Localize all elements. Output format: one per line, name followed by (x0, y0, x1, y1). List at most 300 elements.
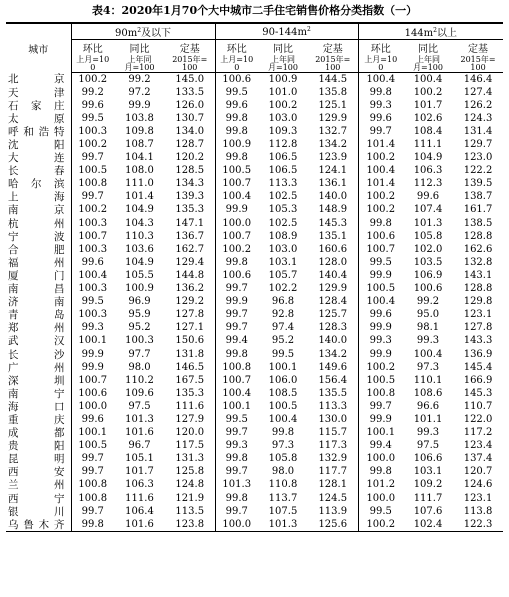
index-value: 99.7 (225, 283, 248, 295)
index-value: 143.3 (463, 335, 493, 347)
index-value: 99.6 (81, 99, 104, 111)
index-value: 162.6 (463, 243, 493, 255)
index-value: 100.4 (366, 73, 396, 85)
index-value: 99.6 (225, 99, 248, 111)
index-value: 95.2 (128, 322, 151, 334)
index-value: 126.2 (463, 99, 493, 111)
index-value: 101.2 (366, 479, 396, 491)
index-value: 136.2 (165, 283, 215, 296)
table-row (6, 112, 503, 125)
index-value: 145.4 (463, 361, 493, 373)
index-value: 162.7 (165, 243, 215, 256)
index-value: 103.0 (268, 112, 298, 124)
index-value: 156.4 (308, 374, 358, 387)
index-value: 100.8 (222, 361, 252, 373)
index-value: 99.8 (369, 466, 392, 478)
index-value: 101.3 (125, 413, 154, 425)
city-column-header: 城市 (6, 23, 71, 73)
index-value: 97.4 (271, 322, 295, 334)
index-value: 129.2 (165, 296, 215, 309)
index-value: 108.6 (413, 387, 443, 399)
index-value: 99.3 (81, 322, 104, 334)
index-value: 117.7 (308, 466, 358, 479)
index-value: 100.3 (78, 283, 108, 295)
index-value: 144.8 (165, 269, 215, 282)
index-value: 129.9 (308, 283, 358, 296)
index-value: 105.5 (125, 269, 154, 281)
index-value: 140.4 (308, 269, 358, 282)
index-value: 139.5 (463, 178, 493, 190)
city-name: 宁波 (6, 230, 71, 243)
index-value: 106.3 (125, 479, 154, 491)
index-value: 100.8 (78, 178, 108, 190)
index-value: 146.4 (463, 73, 493, 85)
index-value: 124.8 (165, 479, 215, 492)
index-value: 110.3 (125, 230, 154, 242)
index-value: 131.3 (165, 453, 215, 466)
index-value: 99.6 (369, 309, 392, 321)
index-value: 100.5 (366, 283, 396, 295)
index-value: 127.4 (463, 86, 493, 98)
index-value: 106.5 (268, 152, 298, 164)
index-value: 100.9 (125, 283, 154, 295)
index-value: 150.6 (165, 335, 215, 348)
table-row (6, 152, 503, 165)
index-value: 97.3 (271, 440, 295, 452)
city-name: 西安 (6, 466, 71, 479)
index-value: 111.6 (165, 400, 215, 413)
index-value: 95.0 (416, 309, 440, 321)
table-row (6, 243, 503, 256)
index-value: 123.8 (165, 518, 215, 532)
index-value: 117.3 (308, 440, 358, 453)
index-value: 102.5 (268, 217, 298, 229)
index-value: 131.4 (463, 125, 493, 137)
index-value: 98.0 (271, 466, 295, 478)
index-value: 106.0 (268, 374, 298, 386)
index-value: 124.1 (308, 165, 358, 178)
index-value: 100.2 (358, 518, 403, 532)
city-name: 合肥 (6, 243, 71, 256)
index-value: 104.3 (125, 217, 154, 229)
index-value: 101.4 (366, 139, 396, 151)
index-value: 122.2 (463, 165, 493, 177)
city-name: 海口 (6, 400, 71, 413)
index-value: 123.9 (308, 152, 358, 165)
table-row (6, 86, 503, 99)
index-value: 135.8 (308, 86, 358, 99)
index-value: 100.4 (268, 413, 298, 425)
city-name: 兰州 (6, 479, 71, 492)
index-value: 120.0 (165, 427, 215, 440)
index-value: 99.2 (416, 296, 440, 308)
index-value: 99.5 (225, 86, 248, 98)
index-value: 99.3 (369, 335, 392, 347)
index-value: 99.9 (128, 99, 151, 111)
index-value: 99.8 (225, 112, 248, 124)
index-value: 105.1 (125, 453, 154, 465)
index-value: 111.0 (125, 178, 154, 190)
index-value: 100.6 (413, 283, 443, 295)
index-value: 128.5 (165, 165, 215, 178)
index-value: 110.8 (268, 479, 298, 491)
index-value: 101.1 (413, 413, 443, 425)
index-value: 100.2 (366, 152, 396, 164)
index-value: 148.9 (308, 204, 358, 217)
index-value: 96.6 (416, 400, 440, 412)
subheader-yoy: 同比 (129, 44, 150, 55)
index-value: 99.9 (81, 348, 104, 360)
index-value: 102.5 (268, 191, 298, 203)
table-row (6, 387, 503, 400)
index-value: 107.5 (268, 505, 298, 517)
city-name: 太原 (6, 112, 71, 125)
index-value: 106.6 (413, 453, 443, 465)
index-value: 140.0 (308, 335, 358, 348)
index-value: 100.7 (78, 230, 108, 242)
index-value: 124.3 (463, 112, 493, 124)
index-value: 113.9 (308, 505, 358, 518)
index-value: 105.8 (268, 453, 298, 465)
index-value: 102.4 (403, 518, 453, 532)
index-value: 100.3 (78, 125, 108, 137)
index-value: 109.8 (125, 125, 154, 137)
index-value: 101.3 (222, 479, 252, 491)
index-value: 99.5 (81, 112, 104, 124)
index-value: 102.2 (268, 283, 298, 295)
index-value: 123.4 (463, 440, 493, 452)
index-value: 124.5 (308, 492, 358, 505)
index-value: 144.5 (308, 73, 358, 87)
index-value: 120.2 (165, 152, 215, 165)
index-value: 128.3 (308, 322, 358, 335)
index-value: 99.7 (369, 125, 392, 137)
index-value: 105.3 (268, 204, 298, 216)
city-name: 长春 (6, 165, 71, 178)
city-name: 长沙 (6, 348, 71, 361)
index-value: 100.0 (78, 400, 108, 412)
index-value: 100.1 (222, 400, 252, 412)
index-value: 113.7 (268, 492, 298, 504)
index-value: 100.1 (78, 427, 108, 439)
table-row (6, 518, 503, 532)
index-value: 99.5 (225, 413, 248, 425)
index-value: 127.8 (165, 309, 215, 322)
subheader-mom: 环比 (82, 44, 103, 55)
index-value: 113.3 (268, 178, 298, 190)
base-period-header: 2015年= 100 (165, 55, 215, 73)
index-value: 99.7 (369, 400, 392, 412)
table-row (6, 217, 503, 230)
index-value: 132.7 (308, 125, 358, 138)
index-value: 167.5 (165, 374, 215, 387)
index-value: 100.8 (78, 479, 108, 491)
index-value: 122.3 (453, 518, 503, 532)
index-value: 103.1 (413, 466, 443, 478)
index-value: 134.2 (308, 348, 358, 361)
index-value: 134.0 (165, 125, 215, 138)
base-period-header: 上月=10 0 (215, 55, 258, 73)
index-value: 98.1 (416, 322, 440, 334)
index-value: 99.8 (225, 453, 248, 465)
index-value: 103.5 (413, 256, 443, 268)
index-value: 130.0 (308, 413, 358, 426)
index-value: 101.6 (125, 427, 154, 439)
index-value: 99.4 (225, 335, 248, 347)
index-value: 100.0 (222, 217, 252, 229)
index-value: 99.9 (225, 204, 248, 216)
index-value: 100.0 (366, 492, 396, 504)
index-value: 99.8 (225, 256, 248, 268)
subheader-base: 定基 (468, 44, 489, 55)
table-row (6, 73, 503, 87)
index-value: 100.1 (366, 427, 396, 439)
index-value: 134.3 (165, 178, 215, 191)
index-value: 104.9 (413, 152, 443, 164)
city-name: 石家庄 (6, 99, 71, 112)
index-value: 99.9 (369, 348, 392, 360)
index-value: 97.5 (416, 440, 440, 452)
index-value: 99.8 (369, 86, 392, 98)
index-value: 96.9 (128, 296, 151, 308)
index-value: 106.3 (413, 165, 443, 177)
index-value: 100.5 (268, 400, 298, 412)
index-value: 99.8 (225, 492, 248, 504)
index-value: 100.8 (78, 492, 108, 504)
index-value: 100.6 (222, 269, 252, 281)
base-period-header: 上年同 月=100 (403, 55, 453, 73)
subheader-base: 定基 (308, 40, 358, 56)
index-value: 100.4 (413, 348, 443, 360)
city-name: 深圳 (6, 374, 71, 387)
city-name: 青岛 (6, 309, 71, 322)
index-value: 145.3 (308, 217, 358, 230)
index-value: 136.9 (463, 348, 493, 360)
index-value: 100.7 (366, 243, 396, 255)
index-value: 100.7 (222, 374, 252, 386)
index-value: 126.0 (165, 99, 215, 112)
index-value: 130.7 (165, 112, 215, 125)
index-value: 99.6 (81, 256, 104, 268)
index-value: 99.7 (81, 466, 104, 478)
index-value: 99.7 (81, 152, 104, 164)
base-period-header: 上月=10 0 (71, 55, 114, 73)
index-value: 100.2 (78, 139, 108, 151)
base-period-header: 2015年= 100 (453, 55, 503, 73)
index-value: 111.7 (413, 492, 443, 504)
index-value: 100.8 (366, 387, 396, 399)
index-value: 101.3 (413, 217, 443, 229)
city-name: 郑州 (6, 322, 71, 335)
index-value: 127.8 (463, 322, 493, 334)
index-value: 108.5 (268, 387, 298, 399)
table-row (6, 466, 503, 479)
table-row (6, 269, 503, 282)
table-row (6, 138, 503, 151)
index-value: 129.7 (463, 139, 493, 151)
index-value: 99.9 (369, 269, 392, 281)
subheader-mom: 环比 (370, 44, 391, 55)
index-value: 100.2 (366, 361, 396, 373)
index-value: 99.3 (369, 99, 392, 111)
index-value: 115.7 (308, 427, 358, 440)
index-value: 113.5 (165, 505, 215, 518)
index-value: 100.2 (78, 73, 108, 85)
index-value: 101.4 (366, 178, 396, 190)
index-value: 136.7 (165, 230, 215, 243)
index-value: 100.5 (78, 165, 108, 177)
base-period-header: 上年同 月=100 (258, 55, 308, 73)
index-value: 99.6 (369, 112, 392, 124)
index-value: 101.6 (114, 518, 165, 532)
table-row (6, 322, 503, 335)
index-value: 97.7 (128, 348, 151, 360)
index-value: 129.4 (165, 256, 215, 269)
index-value: 100.1 (78, 335, 108, 347)
index-value: 99.9 (369, 413, 392, 425)
index-value: 138.5 (463, 217, 493, 229)
city-name: 西宁 (6, 492, 71, 505)
index-value: 103.1 (268, 256, 298, 268)
table-row (6, 191, 503, 204)
index-value: 100.0 (215, 518, 258, 532)
index-value: 99.7 (225, 322, 248, 334)
index-value: 100.3 (78, 309, 108, 321)
city-name: 上海 (6, 191, 71, 204)
index-value: 99.7 (225, 427, 248, 439)
city-name: 福州 (6, 256, 71, 269)
index-value: 100.9 (268, 73, 298, 85)
city-name: 哈尔滨 (6, 178, 71, 191)
city-name: 厦门 (6, 269, 71, 282)
city-name: 济南 (6, 296, 71, 309)
index-value: 134.2 (308, 138, 358, 151)
index-value: 100.1 (268, 361, 298, 373)
index-value: 95.9 (128, 309, 151, 321)
index-value: 113.8 (463, 505, 493, 517)
index-value: 99.8 (225, 125, 248, 137)
index-value: 99.6 (81, 413, 104, 425)
index-value: 96.7 (128, 440, 151, 452)
index-value: 100.7 (222, 230, 252, 242)
table-row (6, 453, 503, 466)
city-name: 天津 (6, 86, 71, 99)
index-value: 99.5 (81, 296, 104, 308)
base-period-header: 2015年= 100 (308, 55, 358, 73)
index-value: 117.2 (463, 427, 493, 439)
table-row (6, 492, 503, 505)
subheader-base: 定基 (165, 40, 215, 56)
index-value: 105.8 (413, 230, 443, 242)
table-row (6, 204, 503, 217)
index-value: 111.6 (125, 492, 154, 504)
index-value: 109.2 (413, 479, 443, 491)
index-value: 112.3 (413, 178, 443, 190)
index-value: 123.1 (463, 309, 493, 321)
index-value: 101.7 (413, 99, 443, 111)
index-value: 99.2 (81, 86, 104, 98)
city-name: 成都 (6, 427, 71, 440)
index-value: 99.6 (416, 191, 440, 203)
index-value: 102.6 (413, 112, 443, 124)
index-value: 100.4 (366, 165, 396, 177)
index-value: 99.3 (416, 335, 440, 347)
index-value: 99.3 (416, 427, 440, 439)
index-value: 143.1 (463, 269, 493, 281)
city-name: 贵阳 (6, 440, 71, 453)
index-value: 161.7 (463, 204, 493, 216)
index-value: 125.7 (308, 309, 358, 322)
index-value: 98.0 (128, 361, 151, 373)
index-value: 109.6 (125, 387, 154, 399)
index-value: 100.2 (413, 86, 443, 98)
index-value: 99.3 (225, 440, 248, 452)
city-name: 杭州 (6, 217, 71, 230)
index-value: 140.0 (308, 191, 358, 204)
index-value: 149.6 (308, 361, 358, 374)
index-value: 107.4 (413, 204, 443, 216)
table-row (6, 309, 503, 322)
index-value: 129.9 (308, 112, 358, 125)
index-value: 145.3 (463, 387, 493, 399)
index-value: 131.8 (165, 348, 215, 361)
index-value: 108.4 (413, 125, 443, 137)
city-name: 武汉 (6, 335, 71, 348)
index-value: 127.1 (165, 322, 215, 335)
table-row (6, 374, 503, 387)
table-row (6, 413, 503, 426)
index-value: 104.9 (125, 204, 154, 216)
index-value: 107.6 (413, 505, 443, 517)
index-value: 99.9 (81, 361, 104, 373)
index-value: 99.8 (71, 518, 114, 532)
index-value: 100.4 (366, 296, 396, 308)
index-value: 124.6 (463, 479, 493, 491)
index-value: 128.8 (463, 283, 493, 295)
city-name: 昆明 (6, 453, 71, 466)
index-value: 100.9 (222, 139, 252, 151)
table-row (6, 99, 503, 112)
index-value: 108.7 (125, 139, 154, 151)
city-name: 大连 (6, 152, 71, 165)
index-value: 100.4 (222, 191, 252, 203)
base-period-header: 上年同 月=100 (114, 55, 165, 73)
index-value: 100.4 (222, 387, 252, 399)
index-value: 100.3 (78, 217, 108, 229)
index-value: 146.5 (165, 361, 215, 374)
city-name: 沈阳 (6, 138, 71, 151)
subheader-mom: 环比 (226, 44, 247, 55)
index-value: 137.4 (463, 453, 493, 465)
group-header-90-144: $90-144m^2$ (215, 23, 358, 40)
index-value: 100.6 (222, 73, 252, 85)
index-value: 112.8 (268, 139, 298, 151)
price-index-table (6, 22, 503, 532)
index-value: 101.3 (258, 518, 308, 532)
index-value: 128.1 (308, 479, 358, 492)
index-value: 125.1 (308, 99, 358, 112)
index-value: 128.4 (308, 296, 358, 309)
city-name: 重庆 (6, 413, 71, 426)
index-value: 99.7 (225, 309, 248, 321)
index-value: 108.0 (125, 165, 154, 177)
table-row (6, 479, 503, 492)
index-value: 128.7 (165, 138, 215, 151)
index-value: 127.9 (165, 413, 215, 426)
index-value: 104.1 (125, 152, 154, 164)
table-row (6, 348, 503, 361)
index-value: 106.4 (125, 505, 154, 517)
